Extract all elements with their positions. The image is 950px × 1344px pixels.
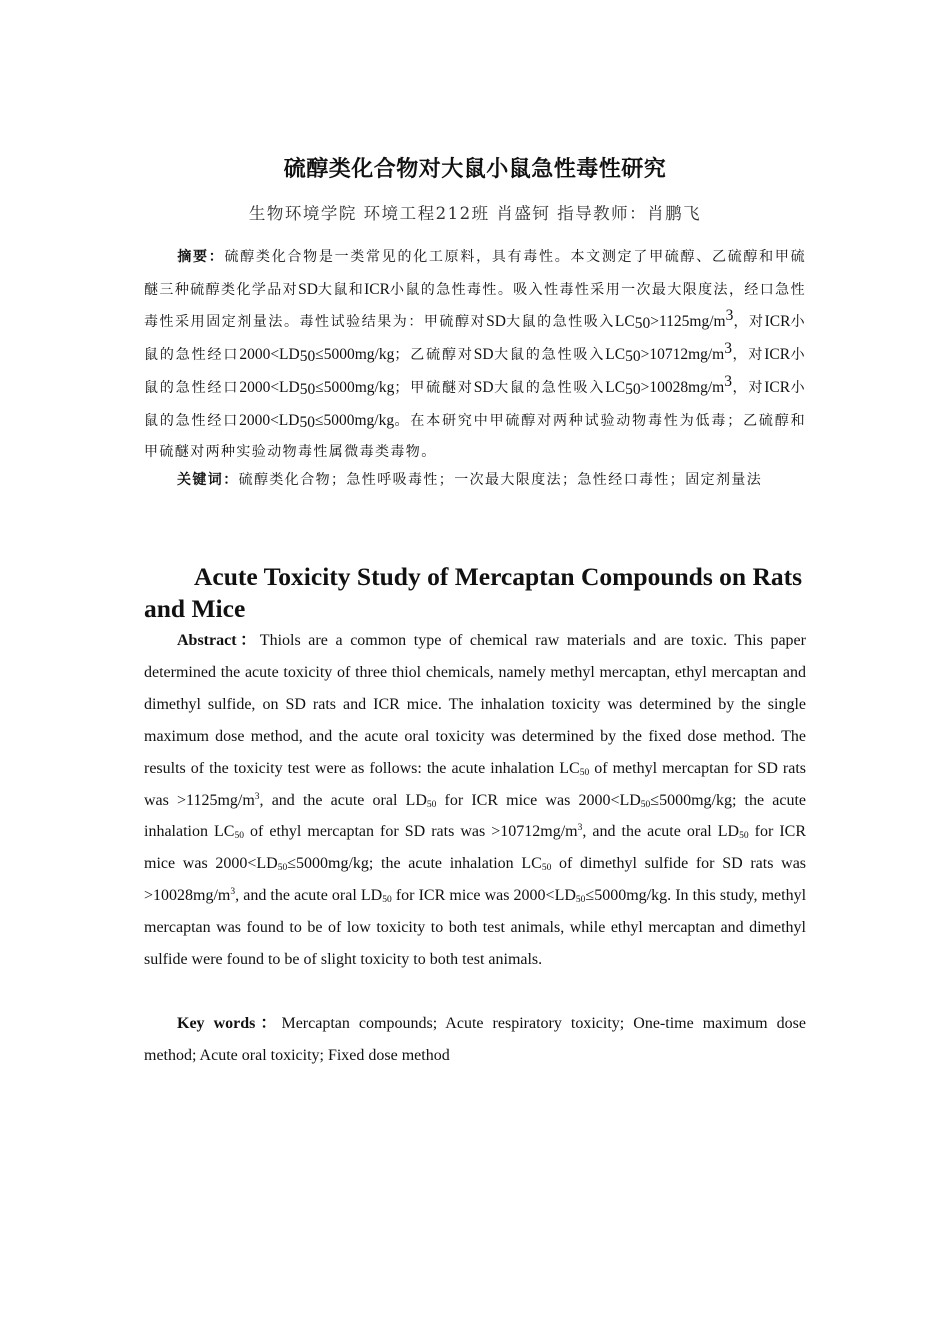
chinese-author-line: 生物环境学院 环境工程212班 肖盛钶 指导教师：肖鹏飞: [248, 204, 702, 223]
english-title: Acute Toxicity Study of Mercaptan Compounds on Rats and Mice: [144, 562, 803, 623]
english-keywords: Key words：Mercaptan compounds; Acute respiratory toxicity; One-time maximum dose method; Acute oral toxicity; Fixed dose method: [144, 1015, 806, 1064]
chinese-title: 硫醇类化合物对大鼠小鼠急性毒性研究: [283, 157, 667, 182]
chinese-keywords-text: 硫醇类化合物；急性呼吸毒性；一次最大限度法；急性经口毒性；固定剂量法: [238, 472, 763, 488]
chinese-abstract: 摘要：硫醇类化合物是一类常见的化工原料，具有毒性。本文测定了甲硫醇、乙硫醇和甲硫醚三种硫醇类化学品对SD大鼠和ICR小鼠的急性毒性。吸入性毒性采用一次最大限度法，经口急性毒性采用固定剂量法。毒性试验结果为：甲硫醇对SD大鼠的急性吸入$LC_{50}>1125mg/m^3$，对ICR小鼠的急性经口$2000<LD_{50}\le 5000mg/kg$；乙硫醇对SD大鼠的急性吸入$LC_{50}>10712mg/m^3$，对ICR小鼠的急性经口$2000<LD_{50}\le 5000mg/kg$；甲硫醚对SD大鼠的急性吸入$LC_{50}>10028mg/m^3$，对ICR小鼠的急性经口$2000<LD_{50}\le 5000mg/kg$。在本研究中甲硫醇对两种试验动物毒性为低毒；乙硫醇和甲硫醚对两种实验动物毒性属微毒类毒物。: [144, 249, 806, 461]
english-abstract-label: Abstract: [177, 632, 237, 649]
english-keywords-text: Mercaptan compounds; Acute respiratory toxicity; One-time maximum dose method; Acute oral toxicity; Fixed dose method: [144, 1015, 806, 1064]
english-keywords-label: Key words: [177, 1015, 256, 1032]
chinese-abstract-label: 摘要: [177, 249, 209, 265]
chinese-keywords: 关键词：硫醇类化合物；急性呼吸毒性；一次最大限度法；急性经口毒性；固定剂量法: [177, 472, 763, 488]
chinese-keywords-label: 关键词: [177, 472, 224, 488]
english-abstract: Abstract：Thiols are a common type of chemical raw materials and are toxic. This paper determined the acute toxicity of three thiol chemicals, namely methyl mercaptan, ethyl mercaptan and dimethyl sulfide, on SD rats and ICR mice. The inhalation toxicity was determined by the single maximum dose method, and the acute oral toxicity was determined by the fixed dose method. The results of the toxicity test were as follows: the acute inhalation $LC_{50}$ of methyl mercaptan for SD rats was $>1125mg/m^3$, and the acute oral $LD_{50}$ for ICR mice was $2000<LD_{50}\le 5000mg/kg$; the acute inhalation $LC_{50}$ of ethyl mercaptan for SD rats was $>10712mg/m^3$, and the acute oral $LD_{50}$ for ICR mice was $2000<LD_{50}\le 5000mg/kg$; the acute inhalation $LC_{50}$ of dimethyl sulfide for SD rats was $>10028mg/m^3$, and the acute oral $LD_{50}$ for ICR mice was $2000<LD_{50}\le 5000mg/kg$. In this study, methyl mercaptan was found to be of low toxicity to both test animals, while ethyl mercaptan and dimethyl sulfide were found to be of slight toxicity to both test animals.: [144, 632, 807, 969]
